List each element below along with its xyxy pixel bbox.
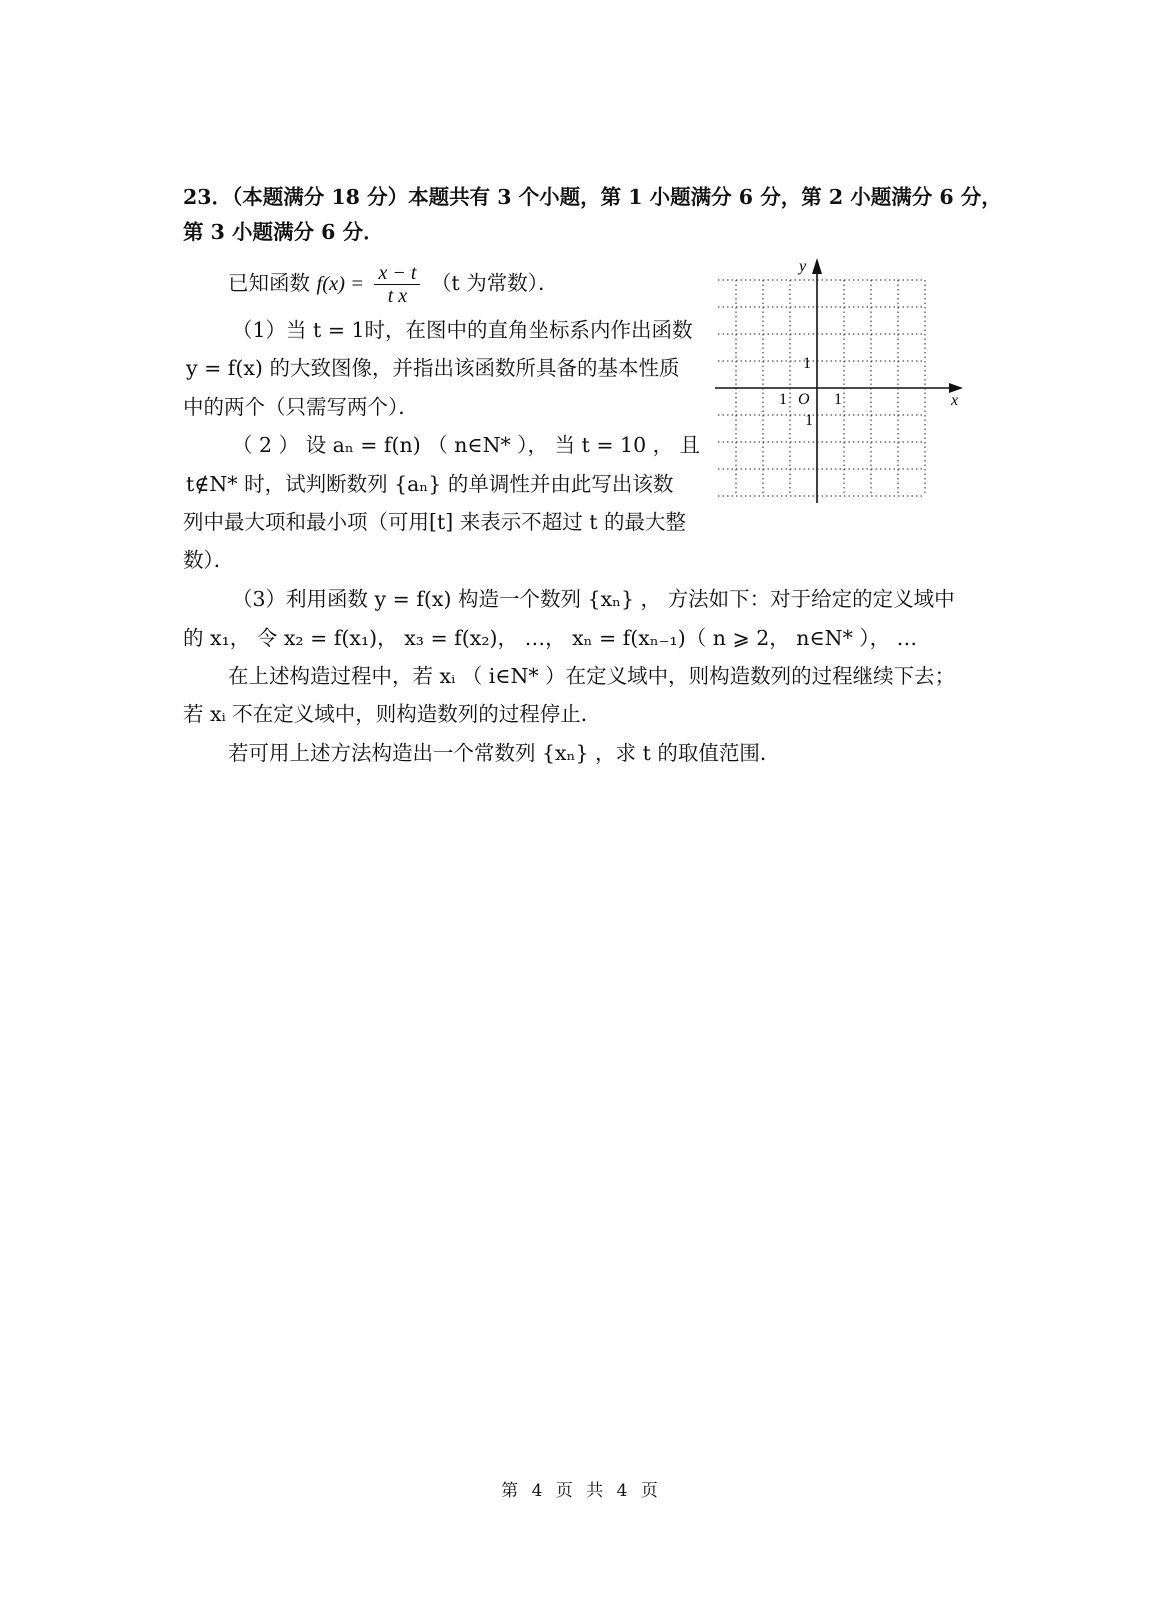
intro-suffix: （t 为常数）． [430, 271, 559, 295]
problem-score-info: （本题满分 18 分）本题共有 3 个小题，第 1 小题满分 6 分，第 2 小题满分 6 分， [232, 185, 1002, 209]
part3-line2: 的 x₁， 令 x₂ = f(x₁)， x₃ = f(x₂)， …， xₙ = f(xₙ₋₁)（ n ⩾ 2， n∈N* ）， … [183, 626, 918, 650]
intro-prefix: 已知函数 [228, 271, 310, 295]
tick-label-x-neg: 1 [779, 391, 787, 408]
tick-label-x-pos: 1 [834, 391, 842, 408]
part3-line4: 若 xᵢ 不在定义域中，则构造数列的过程停止． [183, 702, 602, 726]
part2-line1: （ 2 ） 设 aₙ = f(n) （ n∈N* ）， 当 t = 10 ， 且 [232, 433, 701, 457]
function-fraction [374, 262, 420, 307]
part3-line5: 若可用上述方法构造出一个常数列 {xₙ} ，求 t 的取值范围． [228, 741, 781, 765]
fraction-numerator: x − t [374, 262, 420, 285]
y-axis-label: y [799, 258, 807, 275]
x-axis-label: x [951, 392, 959, 409]
origin-label: O [798, 391, 810, 408]
part2-line3: 列中最大项和最小项（可用[t] 来表示不超过 t 的最大整 [183, 510, 687, 534]
part2-line4: 数）． [183, 548, 235, 572]
problem-header-line2: 第 3 小题满分 6 分． [183, 220, 384, 244]
part3-line1: （3）利用函数 y = f(x) 构造一个数列 {xₙ} ， 方法如下：对于给定的定义域中 [232, 587, 955, 611]
part3-line3: 在上述构造过程中，若 xᵢ （ i∈N* ）在定义域中，则构造数列的过程继续下去； [228, 664, 956, 688]
part2-line2: t∉N* 时，试判断数列 {aₙ} 的单调性并由此写出该数 [186, 472, 674, 496]
part1-line3: 中的两个（只需写两个）． [183, 395, 419, 419]
y-axis-arrow [812, 258, 822, 274]
coordinate-grid [715, 258, 965, 508]
tick-label-y-neg: 1 [805, 412, 813, 429]
problem-number: 23． [183, 185, 233, 209]
function-symbol: f(x) = [316, 273, 364, 295]
page-footer: 第 4 页 共 4 页 [501, 1481, 662, 1501]
tick-label-y-pos: 1 [803, 355, 811, 372]
fraction-denominator: t x [387, 285, 408, 307]
part1-line2: y = f(x) 的大致图像，并指出该函数所具备的基本性质 [186, 356, 680, 380]
function-definition [228, 262, 558, 307]
part1-line1: （1）当 t = 1时，在图中的直角坐标系内作出函数 [232, 318, 693, 342]
problem-header [183, 182, 1002, 212]
